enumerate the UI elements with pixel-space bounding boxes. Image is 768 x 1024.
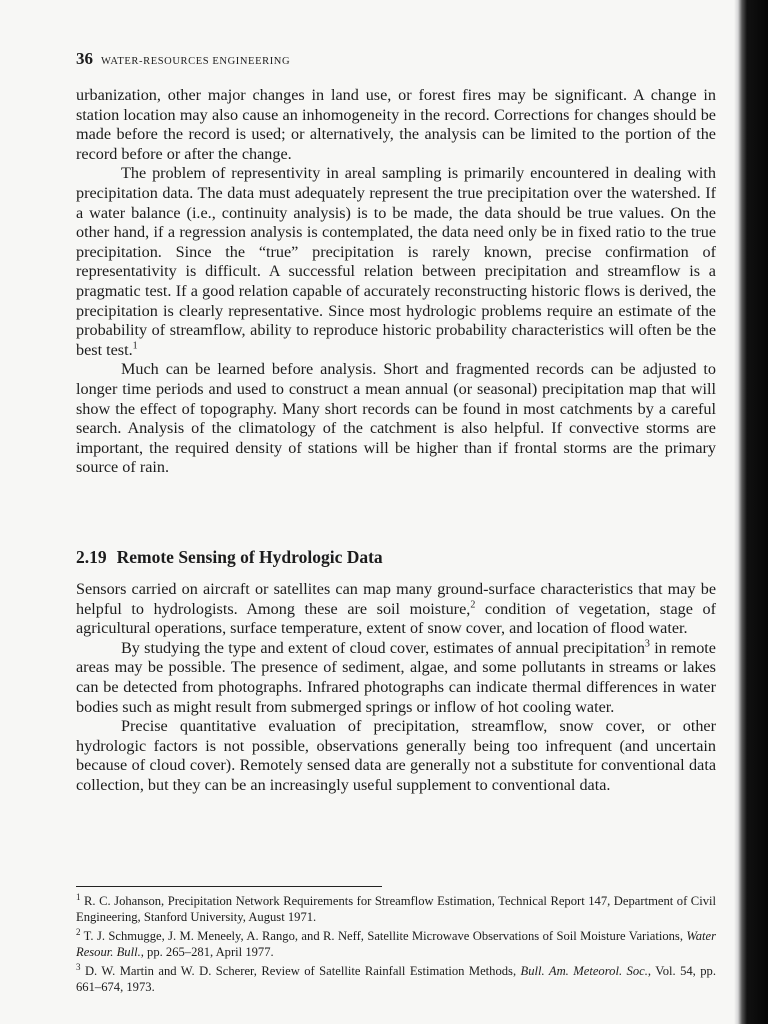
footnote-ref-2: 2 [470,599,476,611]
section-title: Remote Sensing of Hydrologic Data [116,547,383,567]
footnote-text: T. J. Schmugge, J. M. Meneely, A. Rango, and R. Neff, Satellite Microwave Observations of Soil Moisture Variations, [83,929,687,943]
journal-title: Bull. Am. Meteorol. Soc. [520,964,648,978]
footnote-marker: 3 [76,961,81,972]
paragraph-representivity [76,164,716,360]
footnote-text: R. C. Johanson, Precipitation Network Requirements for Streamflow Estimation, Technical Report 147, Department of Civil Engineering, Stanford University, August 1971. [76,894,716,924]
footnote-ref-1: 1 [132,340,138,352]
footnote-divider [76,886,382,887]
body-text [76,86,716,478]
footnotes [76,893,716,998]
paragraph-sensors [76,580,716,639]
section-text [76,580,716,796]
paragraph-quantitative [76,717,716,795]
paragraph-text: The problem of representivity in areal sampling is primarily encountered in dealing with precipitation data. The data must adequately represent the true precipitation over the watershed. If a water balance (i.e., continuity analysis) is to be made, the data should be true values. On the other hand, if a regression analysis is contemplated, the data need only be in fixed ratio to the true precipitation. Since the “true” precipitation is rarely known, precise confirmation of representativity is difficult. A successful relation between precipitation and streamflow is a pragmatic test. If a good relation capable of accurately reconstructing historic flows is derived, the precipitation is clearly representative. Since most hydrologic problems require an estimate of the probability of streamflow, ability to reproduce historic probability characteristics will often be the best test. [76,164,716,359]
footnote-text: , pp. 265–281, April 1977. [140,945,274,959]
section-heading [76,547,383,568]
running-title: WATER-RESOURCES ENGINEERING [101,56,291,67]
footnote-text: D. W. Martin and W. D. Scherer, Review of Satellite Rainfall Estimation Methods, [84,964,521,978]
footnote-ref-3: 3 [644,638,650,650]
paragraph-text: urbanization, other major changes in land use, or forest fires may be significant. A change in station location may also cause an inhomogeneity in the record. Corrections for changes should be made before the record is used; or alternatively, the analysis can be limited to the portion of the record before or after the change. [76,86,716,163]
paragraph-text: By studying the type and extent of cloud cover, estimates of annual precipitation [121,638,645,657]
footnote-2 [76,928,716,960]
page-number: 36 [76,49,93,68]
paragraph-text: in remote areas may be possible. The presence of sediment, algae, and some pollutants in streams or lakes can be detected from photographs. Infrared photographs can indicate thermal differences in water bodies such as might result from submerged springs or inflow of hot cooling water. [76,638,716,716]
footnote-marker: 2 [76,926,81,937]
book-binding-shadow [734,0,768,1024]
footnote-1 [76,893,716,925]
journal-title: Water Resour. Bull. [76,929,716,959]
footnote-text: , Vol. 54, pp. 661–674, 1973. [76,964,717,994]
paragraph-text: Much can be learned before analysis. Short and fragmented records can be adjusted to longer time periods and used to construct a mean annual (or seasonal) precipitation map that will show the effect of topography. Many short records can be found in most catchments by a careful search. Analysis of the climatology of the catchment is also helpful. If convective storms are important, the required density of stations will be higher than if frontal storms are the primary source of rain. [76,360,716,477]
footnote-3 [76,963,716,995]
section-number: 2.19 [76,547,107,567]
paragraph-text: Sensors carried on aircraft or satellites can map many ground-surface characteristics that may be helpful to hydrologists. Among these are soil moisture, [76,580,716,618]
footnote-marker: 1 [76,891,81,902]
paragraph-cloud-cover [76,639,716,717]
paragraph-text: Precise quantitative evaluation of precipitation, streamflow, snow cover, or other hydrologic factors is not possible, observations generally being too infrequent (and uncertain because of cloud cover). Remotely sensed data are generally not a substitute for conventional data collection, but they can be an increasingly useful supplement to conventional data. [76,717,716,794]
paragraph-analysis [76,360,716,478]
running-head [76,49,290,71]
paragraph-text: condition of vegetation, stage of agricultural operations, surface temperature, extent of snow cover, and location of flood water. [76,599,717,638]
paragraph-urbanization [76,86,716,164]
